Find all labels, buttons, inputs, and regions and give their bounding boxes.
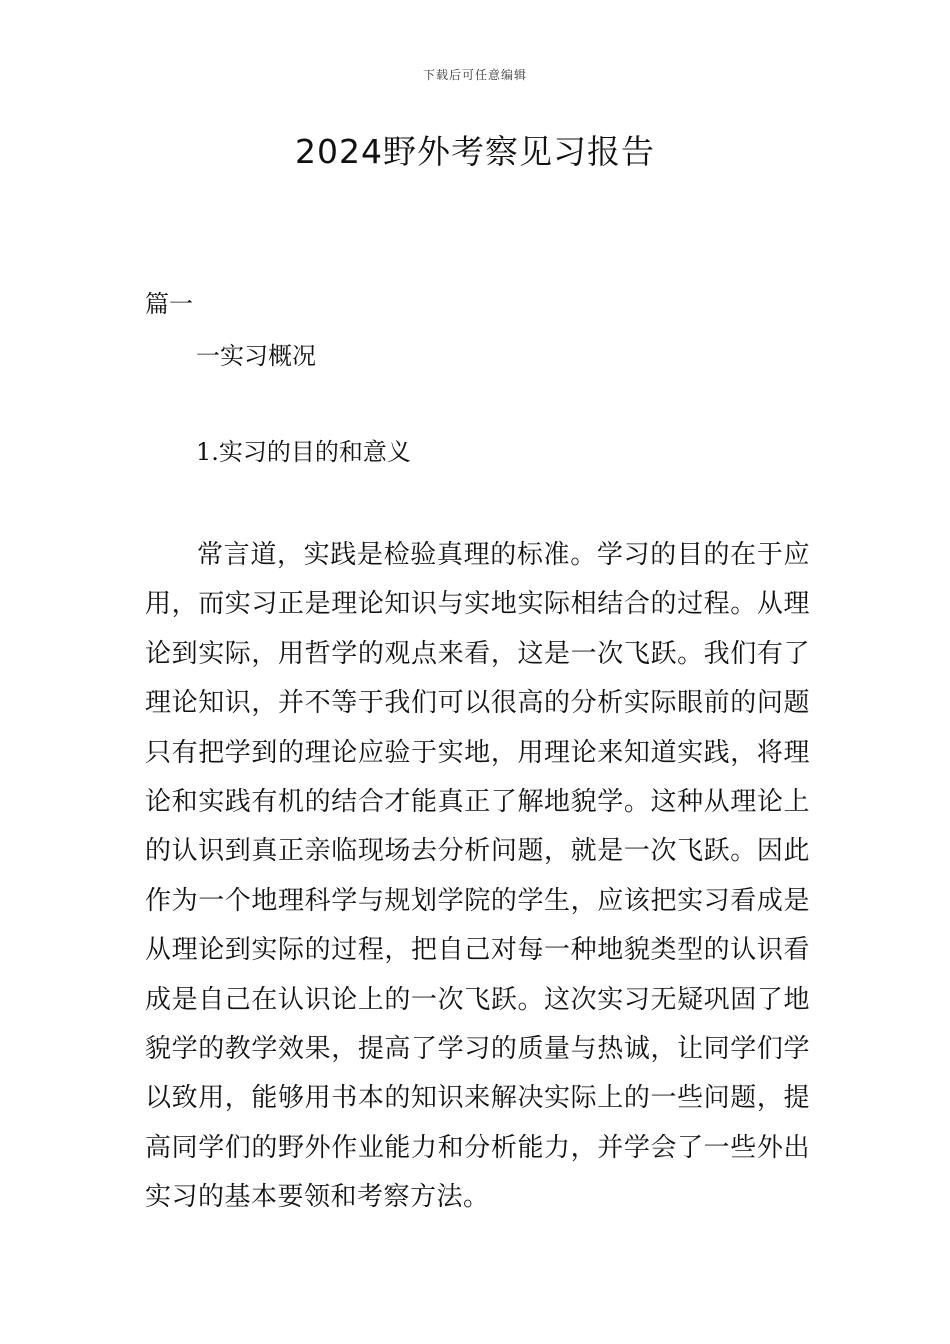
sub-heading: 1.实习的目的和意义 bbox=[196, 438, 411, 466]
body-paragraph: 常言道，实践是检验真理的标准。学习的目的在于应用，而实习正是理论知识与实地实际相结合的过程。从理论到实际，用哲学的观点来看，这是一次飞跃。我们有了理论知识，并不等于我们可以很高的分析实际眼前的问题只有把学到的理论应验于实地，用理论来知道实践，将理论和实践有机的结合才能真正了解地貌学。这种从理论上的认识到真正亲临现场去分析问题，就是一次飞跃。因此作为一个地理科学与规划学院的学生，应该把实习看成是从理论到实际的过程，把自己对每一种地貌类型的认识看成是自己在认识论上的一次飞跃。这次实习无疑巩固了地貌学的教学效果，提高了学习的质量与热诚，让同学们学以致用，能够用书本的知识来解决实际上的一些问题，提高同学们的野外作业能力和分析能力，并学会了一些外出实习的基本要领和考察方法。 bbox=[145, 540, 810, 1213]
header-note: 下载后可任意编辑 bbox=[422, 68, 527, 82]
part-label: 篇一 bbox=[145, 290, 193, 318]
section-heading: 一实习概况 bbox=[196, 342, 316, 370]
document-title: 2024野外考察见习报告 bbox=[295, 132, 655, 171]
